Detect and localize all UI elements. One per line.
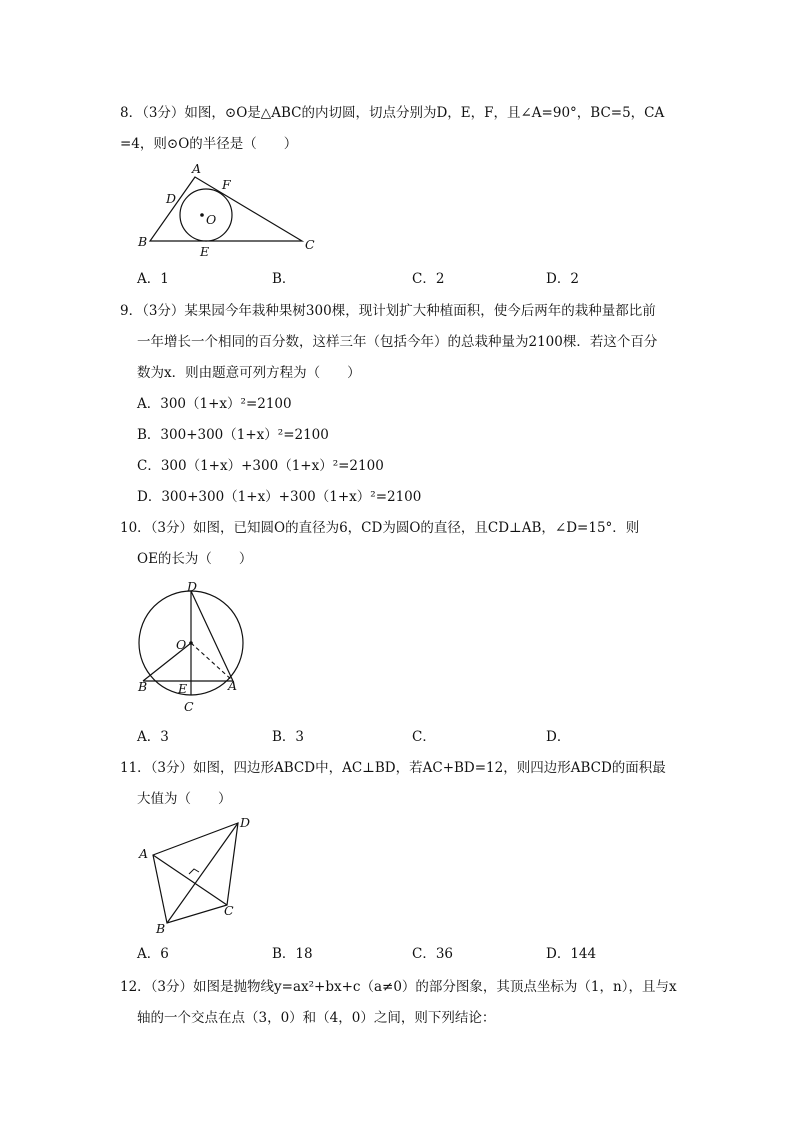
label-a: A [192, 161, 202, 176]
label-c: C [224, 903, 234, 918]
label-d: D [166, 191, 177, 206]
center-point-o [189, 641, 193, 645]
q11-option-b[interactable]: B．18 [272, 946, 313, 962]
q12-stem-line1: 12．（3分）如图是抛物线y=ax²+bx+c（a≠0）的部分图象，其顶点坐标为（1，n），且与x [120, 979, 677, 995]
q11-option-a[interactable]: A．6 [137, 946, 169, 962]
q10-option-c[interactable]: C． [412, 729, 436, 745]
q9-option-c[interactable]: C．300（1+x）+300（1+x）²=2100 [137, 458, 384, 474]
q10-option-a[interactable]: A．3 [137, 729, 169, 745]
q11-stem-line2: 大值为（ ） [137, 791, 232, 807]
q9-stem-line3: 数为x．则由题意可列方程为（ ） [137, 365, 361, 381]
q8-stem-line2: =4，则⊙O的半径是（ ） [120, 136, 298, 152]
q10-stem-line1: 10．（3分）如图，已知圆O的直径为6，CD为圆O的直径，且CD⊥AB，∠D=15°．则 [120, 520, 640, 536]
label-a: A [139, 846, 149, 861]
diagonal-ac [153, 855, 227, 905]
q10-stem-line2: OE的长为（ ） [137, 551, 253, 567]
label-o: O [206, 212, 217, 227]
q10-option-d[interactable]: D． [546, 729, 571, 745]
q10-figure [130, 578, 260, 718]
label-f: F [222, 177, 231, 192]
q9-stem-line2: 一年增长一个相同的百分数，这样三年（包括今年）的总栽种量为2100棵．若这个百分 [137, 334, 658, 350]
label-c: C [305, 237, 315, 252]
q12-stem-line2: 轴的一个交点在点（3，0）和（4，0）之间，则下列结论： [137, 1010, 496, 1026]
q11-option-d[interactable]: D．144 [546, 946, 597, 962]
label-e: E [200, 244, 210, 259]
label-o: O [176, 637, 187, 652]
label-b: B [138, 679, 148, 694]
label-a: A [228, 678, 238, 693]
label-c: C [184, 699, 194, 714]
label-b: B [156, 921, 166, 936]
q11-stem-line1: 11．（3分）如图，四边形ABCD中，AC⊥BD，若AC+BD=12，则四边形ABCD的面积最 [120, 760, 666, 776]
label-b: B [138, 234, 148, 249]
q11-figure [130, 813, 260, 938]
q9-option-b[interactable]: B．300+300（1+x）²=2100 [137, 427, 329, 443]
q9-option-a[interactable]: A．300（1+x）²=2100 [137, 396, 292, 412]
q9-stem-line1: 9．（3分）某果园今年栽种果树300棵，现计划扩大种植面积，使今后两年的栽种量都比前 [120, 303, 656, 319]
q8-option-b[interactable]: B． [272, 271, 296, 287]
right-angle-mark [189, 869, 199, 874]
label-d: D [240, 815, 251, 830]
segment-oa-dashed [191, 643, 233, 681]
q8-stem-line1: 8．（3分）如图，⊙O是△ABC的内切圆，切点分别为D，E，F，且∠A=90°，BC=5，CA [120, 105, 665, 121]
q9-option-d[interactable]: D．300+300（1+x）+300（1+x）²=2100 [137, 489, 422, 505]
q8-figure [130, 158, 330, 263]
q8-option-a[interactable]: A．1 [137, 271, 169, 287]
q10-option-b[interactable]: B．3 [272, 729, 305, 745]
q11-option-c[interactable]: C．36 [412, 946, 454, 962]
q8-option-c[interactable]: C．2 [412, 271, 445, 287]
center-point-o [200, 213, 204, 217]
label-e: E [178, 681, 188, 696]
label-d: D [187, 579, 198, 594]
q8-option-d[interactable]: D．2 [546, 271, 579, 287]
